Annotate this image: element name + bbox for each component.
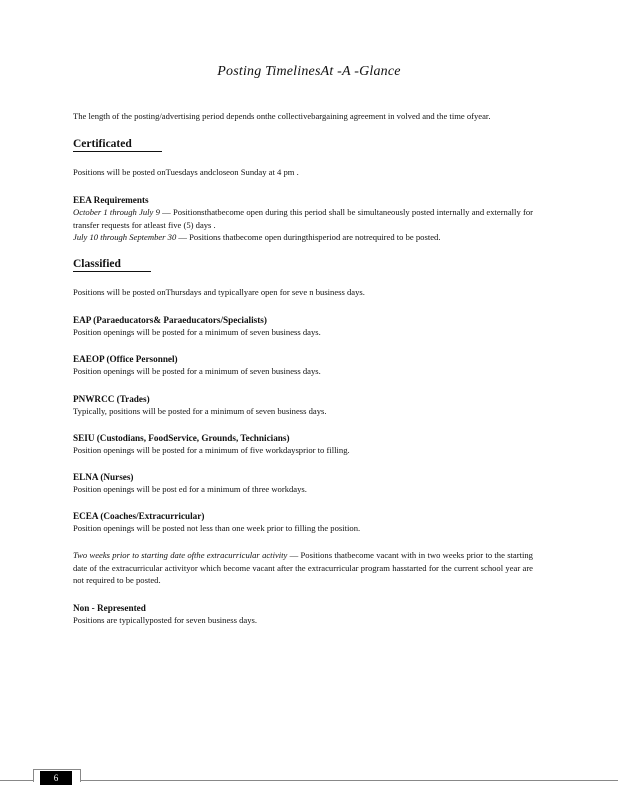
eaeop-heading: EAEOP (Office Personnel) <box>73 354 178 365</box>
eea-heading: EEA Requirements <box>73 195 149 206</box>
eea-line-2 <box>73 231 533 243</box>
elna-text: Position openings will be post ed for a minimum of three workdays. <box>73 484 307 495</box>
extracurricular-paragraph <box>73 549 533 586</box>
certificated-text: Positions will be posted onTuesdays andcloseon Sunday at 4 pm . <box>73 167 299 178</box>
pnwrcc-text: Typically, positions will be posted for a minimum of seven business days. <box>73 405 327 416</box>
eea-line-2-text: — Positions thatbecome open duringthisperiod are notrequired to be posted. <box>176 231 441 242</box>
eaeop-text: Position openings will be posted for a minimum of seven business days. <box>73 366 321 377</box>
footer-rule <box>0 780 618 781</box>
seiu-heading: SEIU (Custodians, FoodService, Grounds, Technicians) <box>73 432 290 443</box>
seiu-block <box>73 432 533 456</box>
eea-line-1 <box>73 206 533 230</box>
non-represented-heading: Non - Represented <box>73 603 146 614</box>
seiu-text: Position openings will be posted for a minimum of five workdaysprior to filling. <box>73 444 350 455</box>
extracurricular-text: — Positions thatbecome vacant with in two weeks prior to the starting date of the extracurricular activityor which become vacant after the extracurricular program hasstarted for the current school year are not required to be posted. <box>73 550 533 585</box>
ecea-heading: ECEA (Coaches/Extracurricular) <box>73 511 205 522</box>
eea-line-2-period: July 10 through September 30 <box>73 231 177 242</box>
non-represented-block <box>73 602 533 626</box>
certificated-section <box>73 138 533 243</box>
eap-text: Position openings will be posted for a minimum of seven business days. <box>73 327 321 338</box>
classified-section <box>73 258 533 626</box>
pnwrcc-heading: PNWRCC (Trades) <box>73 393 150 404</box>
elna-block <box>73 471 533 495</box>
extracurricular-period: Two weeks prior to starting date ofthe extracurricular activity <box>73 550 288 561</box>
ecea-block <box>73 510 533 534</box>
classified-heading: Classified <box>73 258 151 272</box>
ecea-text: Position openings will be posted not less than one week prior to filling the position. <box>73 523 361 534</box>
eap-heading: EAP (Paraeducators& Paraeducators/Specialists) <box>73 315 267 326</box>
eaeop-block <box>73 353 533 377</box>
intro-paragraph: The length of the posting/advertising period depends onthe collectivebargaining agreement in volved and the time ofyear. <box>73 111 491 121</box>
elna-heading: ELNA (Nurses) <box>73 472 134 483</box>
page-title: Posting TimelinesAt -A -Glance <box>217 64 401 79</box>
non-represented-text: Positions are typicallyposted for seven business days. <box>73 615 258 626</box>
eap-block <box>73 314 533 338</box>
page-number: 6 <box>40 771 72 785</box>
eea-line-1-period: October 1 through July 9 <box>73 207 160 218</box>
eea-block <box>73 194 533 243</box>
eea-line-1-text: — Positionsthatbecome open during this period shall be simultaneously posted internally and externally for transfer requests for atleast five (5) days . <box>73 207 533 230</box>
document-body <box>73 110 533 641</box>
classified-text: Positions will be posted onThursdays and typicallyare open for seve n business days. <box>73 287 365 298</box>
certificated-heading: Certificated <box>73 138 162 152</box>
pnwrcc-block <box>73 393 533 417</box>
